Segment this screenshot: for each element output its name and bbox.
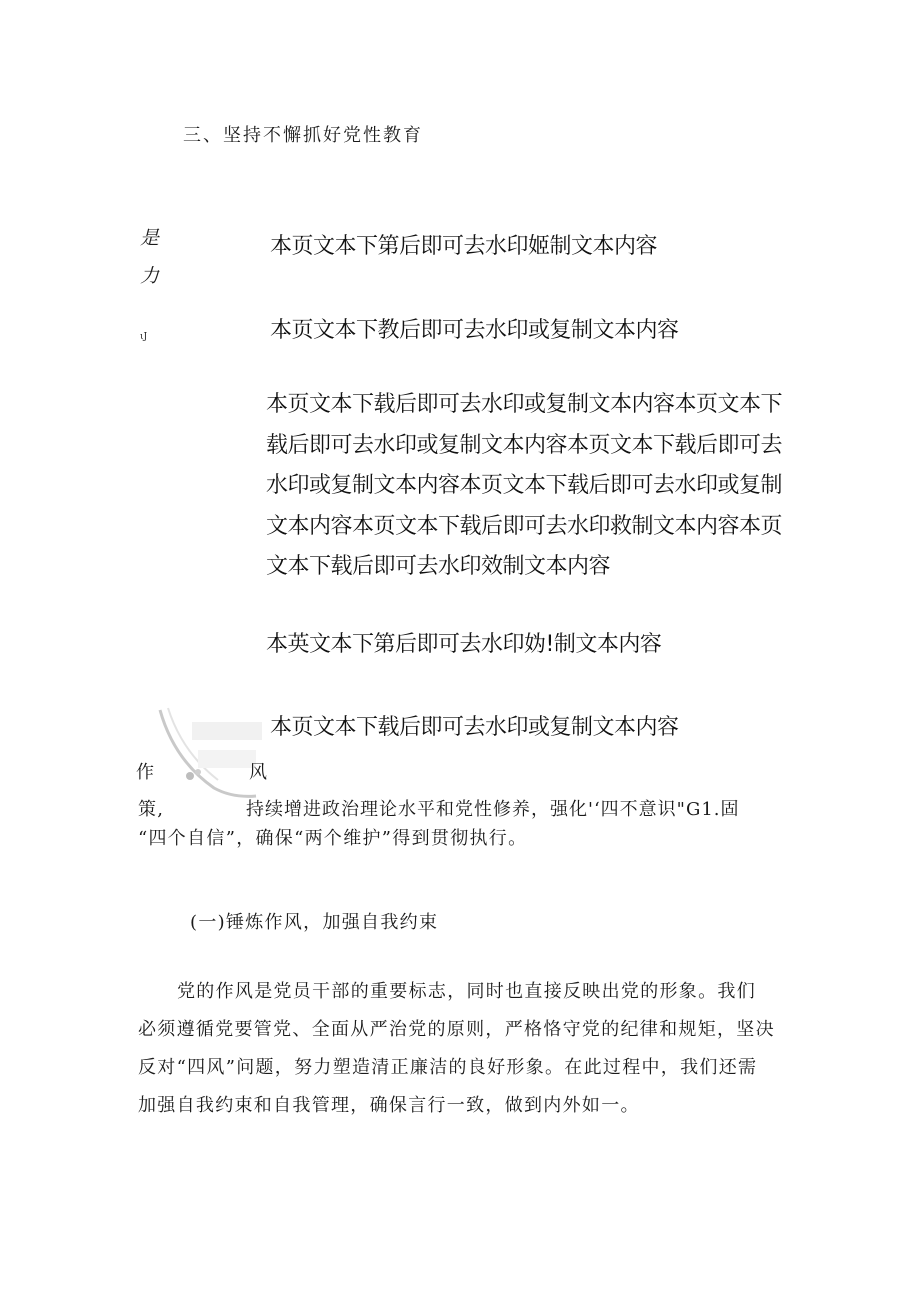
watermark-line-2: 本页文本下教后即可去水印或复制文本内容 xyxy=(270,318,679,343)
subheading: (一)锤炼作风，加强自我约束 xyxy=(190,912,439,933)
paragraph-line: 加强自我约束和自我管理，确保言行一致，做到内外如一。 xyxy=(138,1095,640,1116)
paragraph-line: 党的作风是党员干部的重要标志，同时也直接反映出党的形象。我们 xyxy=(177,981,756,1002)
fragment-right-char: 风 xyxy=(249,762,269,783)
margin-mark-1: 是 xyxy=(140,227,160,249)
margin-mark-3: ιJ xyxy=(140,332,148,342)
watermark-paragraph-line: 水印或复制文本内容本页文本下载后即可去水印或复制 xyxy=(266,473,783,498)
fragment-line-1: 持续增进政治理论水平和党性修养，强化'‘四不意识"G1.固 xyxy=(246,799,740,820)
watermark-paragraph-line: 本页文本下载后即可去水印或复制文本内容本页文本下 xyxy=(266,392,783,417)
seal-stamp-image xyxy=(152,700,272,805)
body-paragraph xyxy=(138,973,788,1125)
watermark-paragraph-line: 文本内容本页文本下载后即可去水印救制文本内容本页 xyxy=(266,513,783,539)
fragment-line-2: “四个自信”，确保“两个维护”得到贯彻执行。 xyxy=(138,828,528,849)
paragraph-line: 必须遵循党要管党、全面从严治党的原则，严格恪守党的纪律和规矩，坚决 xyxy=(138,1019,775,1040)
watermark-line-1: 本页文本下第后即可去水印姬制文本内容 xyxy=(270,234,658,259)
fragment-line-1-start: 策, xyxy=(138,799,165,820)
paragraph-line: 反对“四风”问题，努力塑造清正廉洁的良好形象。在此过程中，我们还需 xyxy=(138,1057,758,1078)
section-heading: 三、坚持不懈抓好党性教育 xyxy=(183,125,423,146)
watermark-line-3: 本英文本下第后即可去水印妫!制文本内容 xyxy=(266,632,662,657)
watermark-paragraph-line: 文本下载后即可去水印效制文本内容 xyxy=(266,554,611,579)
watermark-paragraph xyxy=(266,385,791,588)
fragment-left-char: 作 xyxy=(136,762,156,783)
margin-mark-2: 力 xyxy=(140,265,160,287)
watermark-line-4: 本页文本下载后即可去水印或复制文本内容 xyxy=(270,715,679,740)
watermark-paragraph-line: 载后即可去水印或复制文本内容本页文本下载后即可去 xyxy=(266,432,783,458)
